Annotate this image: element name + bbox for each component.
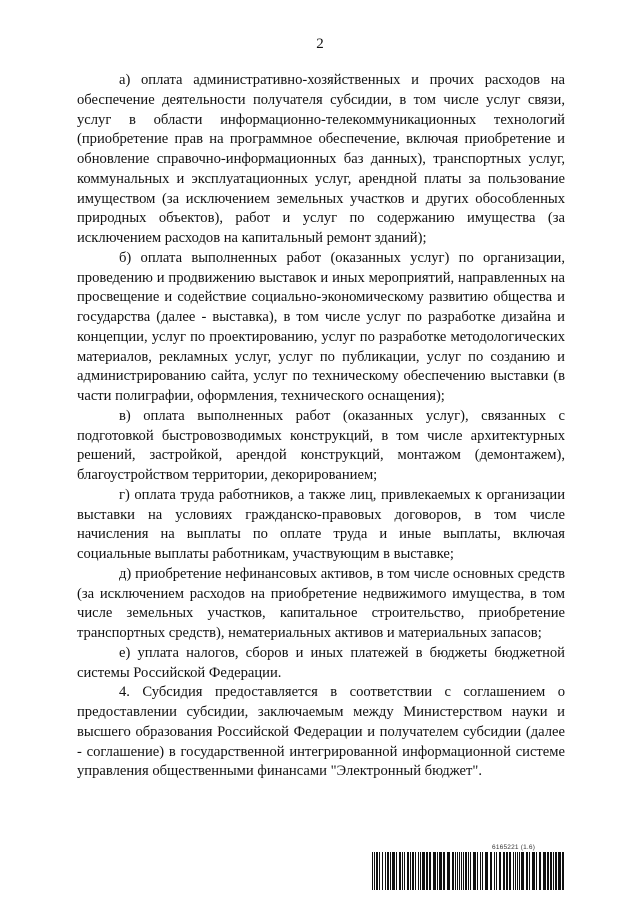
barcode-bar: [529, 852, 530, 890]
barcode-bar: [426, 852, 428, 890]
barcode-bar: [463, 852, 464, 890]
barcode-bar: [555, 852, 557, 890]
barcode-bar: [494, 852, 495, 890]
barcode-bar: [390, 852, 391, 890]
barcode-bar: [473, 852, 476, 890]
barcode-bar: [539, 852, 541, 890]
paragraph-g: г) оплата труда работников, а также лиц, привлекаемых к организации выставки на условиях гражданско-правовых договоров, в том числе начисления на выплаты по оплате труда и иные выплаты, включая социальные выплаты работникам, участвующим в выставке;: [77, 486, 565, 562]
barcode-bar: [550, 852, 552, 890]
paragraph-a: а) оплата административно-хозяйственных и прочих расходов на обеспечение деятельности получателя субсидии, в том числе услуг связи, услуг в области информационно-телекоммуникационных технологий (приобретение прав на программное обеспечение, включая приобретение и обновление справочно-информационных баз данных), транспортных услуг, коммунальных и эксплуатационных услуг, арендной платы за пользование имуществом (за исключением земельных участков и других обособленных природных объектов), работ и услуг по содержанию имущества (за исключением расходов на капитальный ремонт зданий);: [77, 72, 565, 246]
barcode-bar: [509, 852, 511, 890]
barcode-bar: [447, 852, 450, 890]
barcode-bar: [420, 852, 421, 890]
barcode-bar: [553, 852, 554, 890]
barcode-bar: [455, 852, 456, 890]
barcode-bar: [407, 852, 409, 890]
barcode-bar: [392, 852, 395, 890]
paragraph-e: е) уплата налогов, сборов и иных платежей в бюджеты бюджетной системы Российской Федерации.: [77, 644, 565, 681]
barcode-bar: [457, 852, 458, 890]
paragraph-b: б) оплата выполненных работ (оказанных услуг) по организации, проведению и продвижению выставок и иных мероприятий, направленных на просвещение и содействие социально-экономическому развитию общества и государства (далее - выставка), в том числе услуг по разработке дизайна и концепции, услуг по проектированию, услуг по разработке методологических материалов, рекламных услуг, услуг по публикации, услуг по созданию и администрированию сайта, услуг по техническому обеспечению выставки (в части полиграфии, оформления, технического оснащения);: [77, 249, 565, 404]
barcode-bar: [485, 852, 488, 890]
barcode-bar: [437, 852, 438, 890]
barcode-bar: [372, 852, 373, 890]
barcode-bar: [418, 852, 419, 890]
barcode-bar: [515, 852, 516, 890]
barcode-bar: [404, 852, 405, 890]
barcode-bar: [470, 852, 471, 890]
barcode-bar: [379, 852, 380, 890]
barcode-bar: [513, 852, 514, 890]
barcode-bar: [459, 852, 460, 890]
barcode-bar: [477, 852, 478, 890]
page-number: 2: [316, 36, 324, 52]
barcode-bar: [461, 852, 462, 890]
barcode-bar: [503, 852, 505, 890]
document-code: 6165221 (1.6): [492, 844, 536, 851]
barcode-bar: [385, 852, 386, 890]
barcode-bar: [468, 852, 469, 890]
barcode-bar: [452, 852, 454, 890]
paragraph-4: 4. Субсидия предоставляется в соответствии с соглашением о предоставлении субсидии, заключаемым между Министерством науки и высшего образования Российской Федерации и получателем субсидии (далее - соглашение) в государственной интегрированной информационной системе управления общественными финансами "Электронный бюджет".: [77, 684, 565, 780]
barcode-bar: [480, 852, 481, 890]
barcode-bar: [412, 852, 414, 890]
barcode-bar: [532, 852, 535, 890]
barcode-bar: [558, 852, 561, 890]
paragraph-d: д) приобретение нефинансовых активов, в том числе основных средств (за исключением расходов на приобретение недвижимого имущества, в том числе земельных участков, капитальное строительство, приобретение транспортных средств), нематериальных активов и материальных запасов;: [77, 565, 565, 641]
barcode-bar: [536, 852, 537, 890]
barcode-bar: [517, 852, 518, 890]
barcode-bar: [376, 852, 378, 890]
barcode-bar: [439, 852, 442, 890]
barcode-bar: [562, 852, 564, 890]
barcode-bar: [402, 852, 403, 890]
barcode-bar: [399, 852, 401, 890]
document-body: [77, 71, 565, 782]
barcode-bar: [396, 852, 397, 890]
barcode-bar: [526, 852, 528, 890]
barcode-bar: [547, 852, 549, 890]
barcode-bar: [490, 852, 492, 890]
barcode: [371, 852, 567, 890]
barcode-bar: [382, 852, 383, 890]
barcode-bar: [443, 852, 445, 890]
barcode-bar: [499, 852, 501, 890]
barcode-bar: [496, 852, 497, 890]
barcode-bar: [465, 852, 467, 890]
barcode-bar: [387, 852, 389, 890]
barcode-bar: [433, 852, 436, 890]
barcode-bar: [506, 852, 508, 890]
barcode-bar: [422, 852, 425, 890]
barcode-bar: [374, 852, 375, 890]
paragraph-v: в) оплата выполненных работ (оказанных услуг), связанных с подготовкой быстровозводимых конструкций, в том числе архитектурных решений, застройкой, арендой конструкций, монтажом (демонтажем), благоустройством территории, декорированием;: [77, 407, 565, 483]
barcode-bar: [519, 852, 520, 890]
barcode-bar: [410, 852, 411, 890]
barcode-bar: [521, 852, 524, 890]
barcode-bar: [429, 852, 431, 890]
barcode-bar: [482, 852, 483, 890]
barcode-bar: [415, 852, 416, 890]
barcode-bar: [543, 852, 546, 890]
